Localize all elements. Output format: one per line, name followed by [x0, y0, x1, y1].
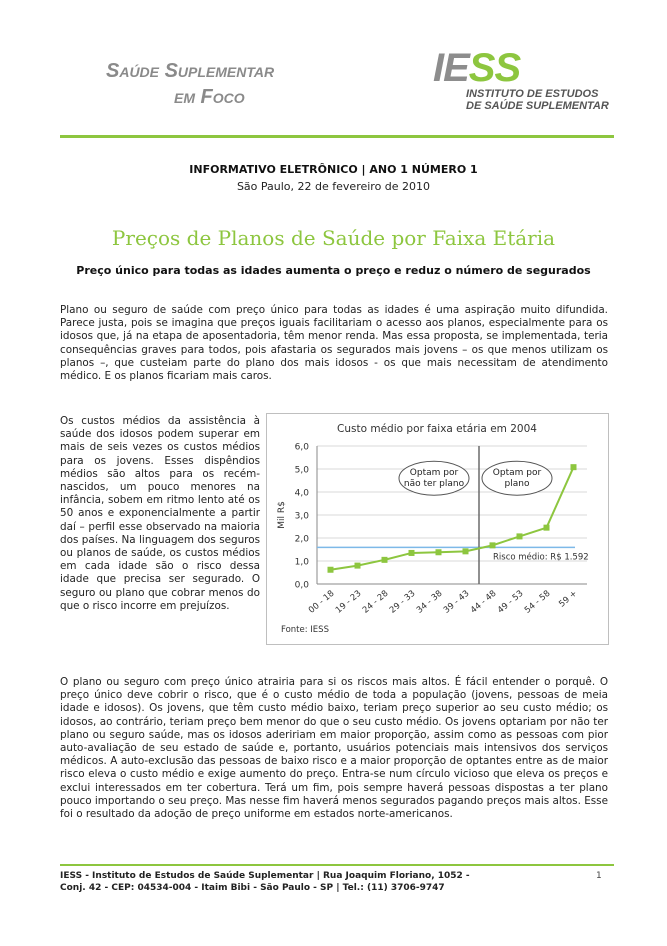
header-divider: [60, 135, 614, 138]
reference-label: Risco médio: R$ 1.592: [493, 552, 589, 563]
x-tick-label: 44 - 48: [468, 588, 499, 616]
article-subtitle: Preço único para todas as idades aumenta o preço e reduz o número de segurados: [76, 264, 591, 277]
x-tick-label: 39 - 43: [441, 588, 472, 616]
issue-date: São Paulo, 22 de fevereiro de 2010: [236, 180, 431, 193]
annotation-right-text: plano: [504, 479, 530, 490]
issue-info: INFORMATIVO ELETRÔNICO | ANO 1 NÚMERO 1: [189, 163, 478, 176]
annotation-left-text: Optam por: [409, 468, 459, 479]
paragraph-costs: Os custos médios da assistência à saúde dos idosos podem superar em mais de seis vezes os custos médios para os jovens. Esses dispêndios médios são altos para os recém-nascidos, um pouco menores na infância, sobem em ritmo lento até os 50 anos e exponencialmente a partir daí – perfil esse observado na maioria dos países. Na linguagem dos seguros ou planos de saúde, os custos médios em cada idade são o risco dessa idade que precisa ser segurado. O seguro ou plano que cobrar menos do que o risco incorre em prejuízos.: [60, 415, 260, 612]
annotation-right-text: Optam por: [492, 468, 542, 479]
data-point: [355, 563, 361, 569]
cost-chart: [266, 413, 609, 645]
chart-svg: [267, 414, 608, 644]
data-point: [571, 464, 577, 470]
footer-divider: [60, 864, 614, 866]
data-point: [490, 542, 496, 548]
y-tick-label: 5,0: [294, 465, 309, 476]
paragraph-intro: Plano ou seguro de saúde com preço único para todas as idades é uma aspiração muito difundida. Parece justa, pois se imagina que preços iguais facilitariam o acesso aos planos, especialmente para os idosos que, já na etapa de aposentadoria, têm menor renda. Mas essa proposta, se implementada, teria consequências graves para todos, pois afastaria os segurados mais jovens – os que menos utilizam os planos –, que custeiam parte do plano dos mais idosos - os que mais necessitam de atendimento médico. E os planos ficariam mais caros.: [60, 304, 608, 383]
x-tick-label: 49 - 53: [495, 588, 526, 616]
x-tick-label: 34 - 38: [414, 588, 445, 616]
annotation-left-text: não ter plano: [403, 479, 465, 490]
footer-address: [60, 870, 510, 894]
x-tick-label: 24 - 28: [360, 588, 391, 616]
data-point: [328, 567, 334, 573]
y-tick-label: 0,0: [294, 580, 309, 591]
data-point: [382, 557, 388, 563]
data-point: [463, 548, 469, 554]
x-tick-label: 19 - 23: [333, 588, 364, 616]
logo-letters-ss: SS: [468, 46, 521, 90]
x-tick-label: 00 - 18: [306, 588, 337, 616]
x-tick-label: 59 +: [557, 588, 580, 610]
y-tick-label: 6,0: [294, 442, 309, 453]
paragraph-single-price: O plano ou seguro com preço único atrairia para si os riscos mais altos. É fácil entender o porquê. O preço único deve cobrir o risco, que é o custo médio de toda a população (jovens, pessoas de meia idade e idosos). Os jovens, que têm custo médio baixo, teriam preço superior ao seu custo médio; os idosos, ao contrário, teriam preço bem menor do que o seu custo médio. Os jovens optariam por não ter plano ou seguro saúde, mas os idosos adeririam em maior proporção, assim como as pessoas com pior auto-avaliação de seu estado de saúde e, portanto, usuários potenciais mais intensivos dos serviços médicos. A auto-exclusão das pessoas de baixo risco e a maior proporção de optantes entre as de maior risco eleva o custo médio e exige aumento do preço. Entra-se num círculo vicioso que eleva os preços e exclui interessados em ter cobertura. Terá um fim, pois sempre haverá pessoas dispostas a ter plano pouco importando o seu preço. Mas nesse fim haverá menos segurados pagando preços mais altos. Esse foi o resultado da adoção de preço uniforme em estados norte-americanos.: [60, 676, 608, 821]
publication-title-line2: em Foco: [174, 86, 245, 108]
y-tick-label: 1,0: [294, 557, 309, 568]
data-point: [436, 549, 442, 555]
footer-line1: IESS - Instituto de Estudos de Saúde Suplementar | Rua Joaquim Floriano, 1052 -: [60, 871, 470, 881]
page-number: 1: [596, 871, 602, 881]
iess-logo: [433, 48, 520, 88]
chart-source: Fonte: IESS: [281, 625, 329, 635]
x-tick-label: 54 - 58: [522, 588, 553, 616]
data-point: [544, 525, 550, 531]
data-point: [517, 533, 523, 539]
institute-name-line1: INSTITUTO DE ESTUDOS: [466, 88, 599, 100]
institute-name: [466, 88, 609, 112]
data-point: [409, 550, 415, 556]
x-tick-label: 29 - 33: [387, 588, 418, 616]
institute-name-line2: DE SAÚDE SUPLEMENTAR: [466, 100, 609, 112]
logo-letters-ie: IE: [433, 46, 469, 90]
y-axis-label: Mil R$: [277, 501, 287, 529]
footer-line2: Conj. 42 - CEP: 04534-004 - Itaim Bibi - São Paulo - SP | Tel.: (11) 3706-9747: [60, 883, 445, 893]
article-title: Preços de Planos de Saúde por Faixa Etária: [111, 226, 556, 250]
publication-title: [92, 58, 362, 110]
publication-title-line1: Saúde Suplementar: [106, 60, 275, 82]
y-tick-label: 2,0: [294, 534, 309, 545]
y-tick-label: 4,0: [294, 488, 309, 499]
chart-title: Custo médio por faixa etária em 2004: [337, 423, 537, 435]
y-tick-label: 3,0: [294, 511, 309, 522]
